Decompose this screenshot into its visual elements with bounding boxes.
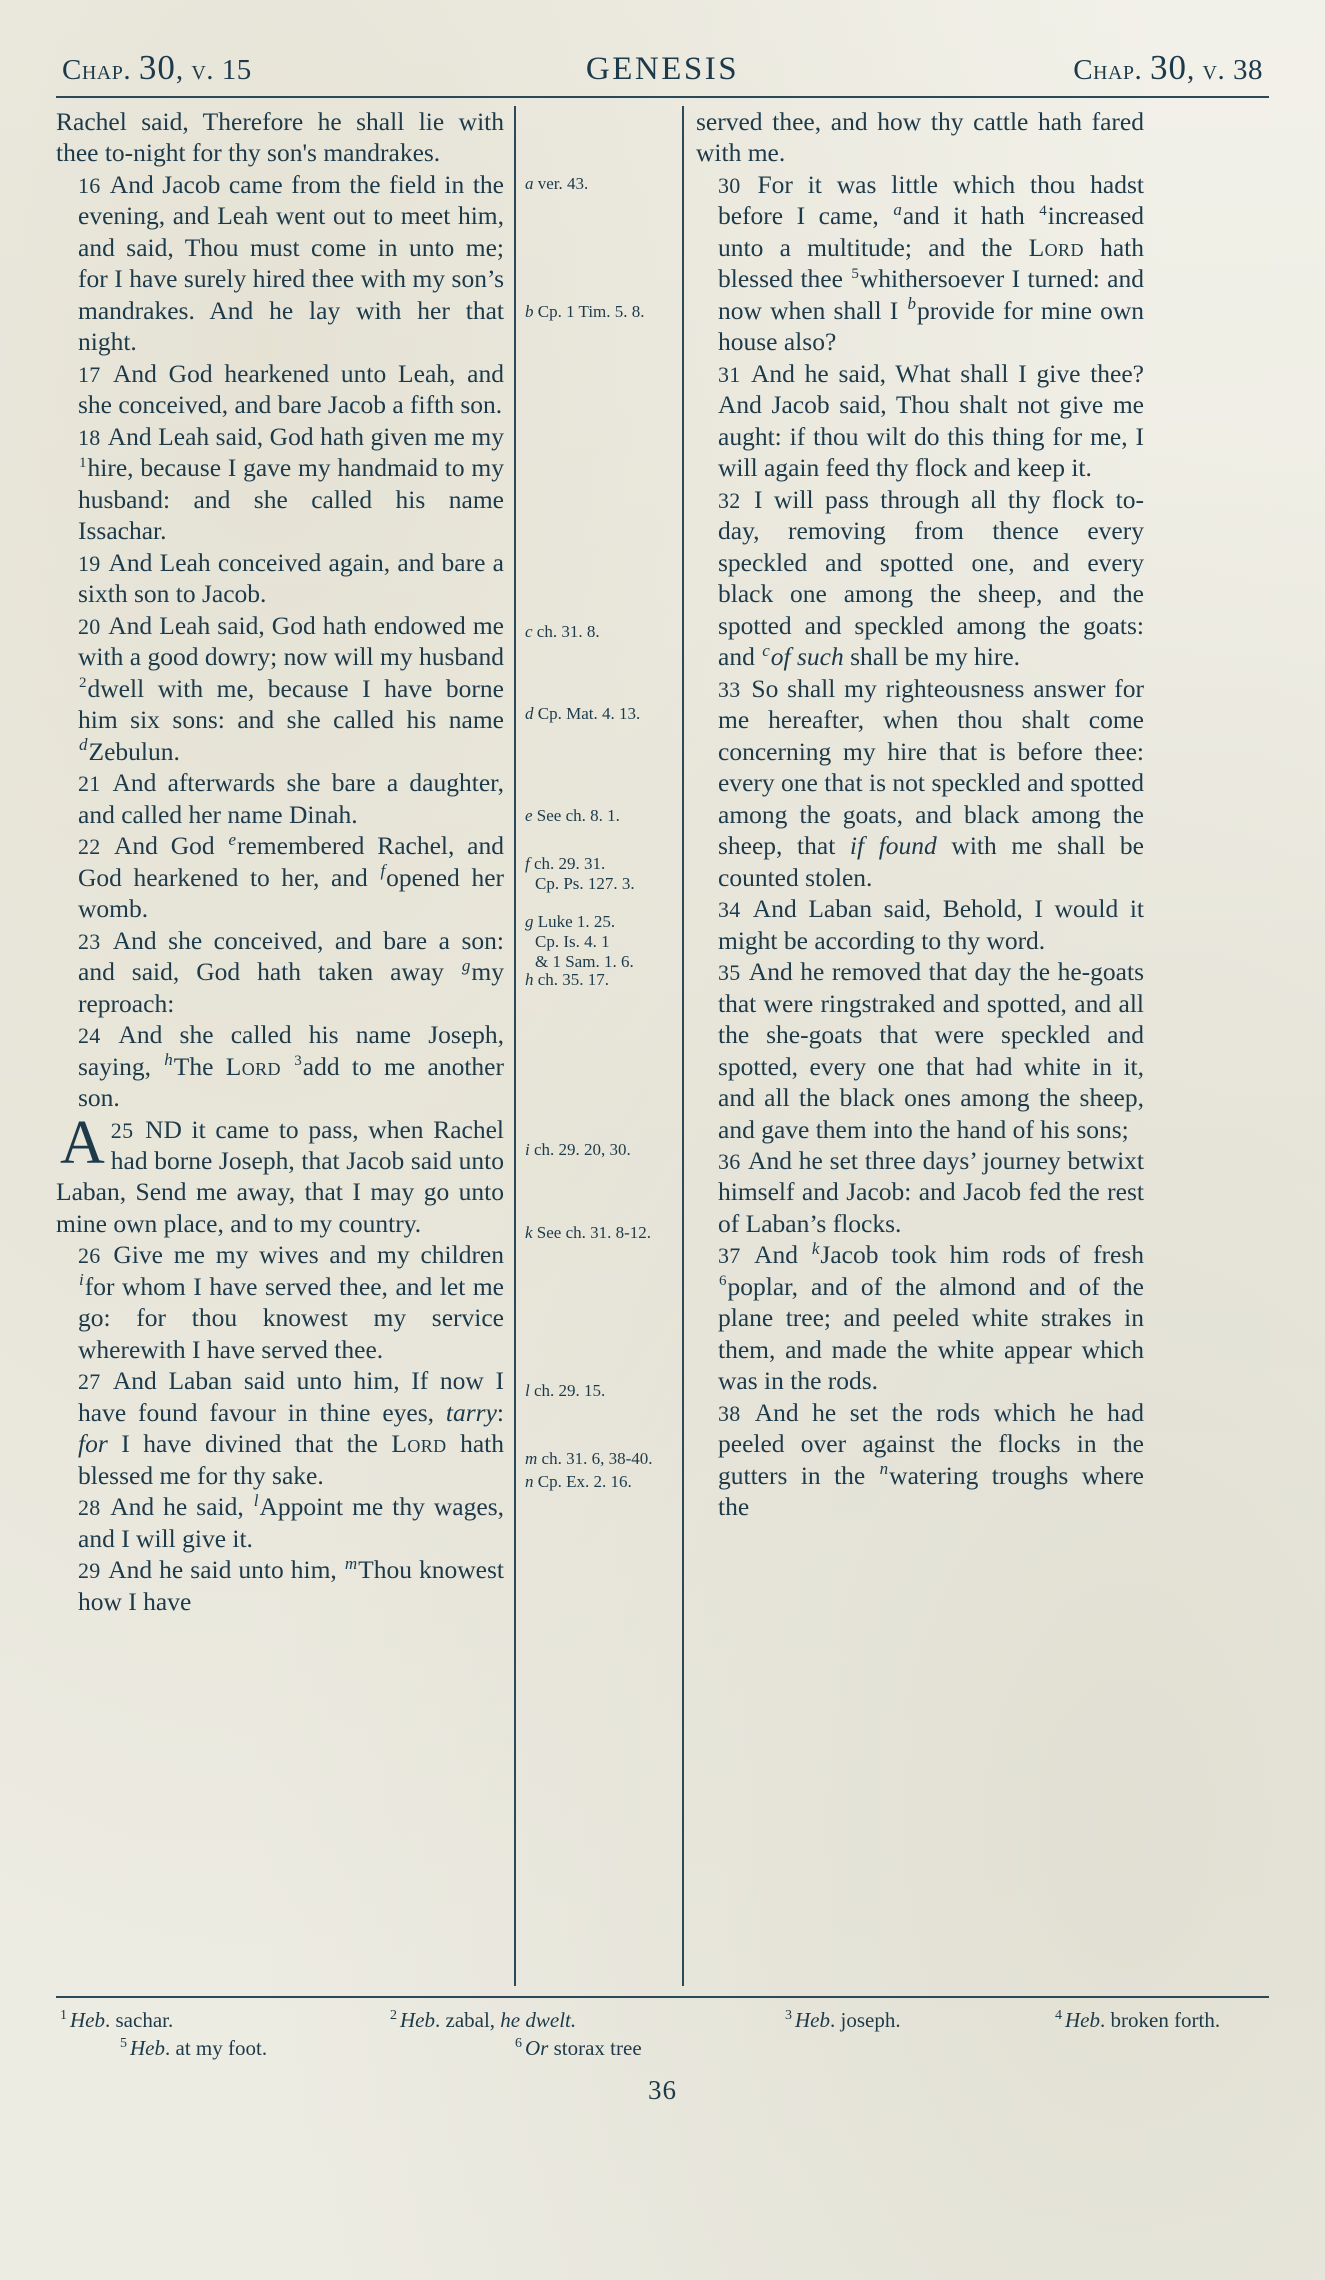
verse-29: 29 And he said unto him, $^m$Thou knowest how I have bbox=[78, 1553, 504, 1616]
book-title: GENESIS bbox=[585, 51, 740, 87]
verse-28: 28 And he said, $^l$Appoint me thy wages, and I will give it. bbox=[78, 1490, 504, 1553]
footnote-row-2 bbox=[60, 2034, 1265, 2062]
center-reference-column bbox=[514, 106, 684, 1986]
cross-reference-k: k See ch. 31. 8-12. bbox=[525, 1223, 652, 1242]
verse-32: 32 I will pass through all thy flock to-day, removing from thence every speckled and spotted one, and every black one among the sheep, and the spotted and speckled among the goats: and $^c$of such shall be my hire. bbox=[718, 484, 1144, 672]
cross-reference-n: n Cp. Ex. 2. 16. bbox=[525, 1472, 632, 1491]
running-head-right-label: Chap. bbox=[1073, 54, 1143, 86]
cross-reference-l: l ch. 29. 15. bbox=[525, 1381, 606, 1400]
footnote-divider bbox=[56, 1996, 1269, 1998]
cross-reference-a: a ver. 43. bbox=[525, 174, 589, 193]
verse-25: 25 A ND it came to pass, when Rachel had borne Joseph, that Jacob said unto Laban, Send me away, that I may go unto mine own place, and to my country. bbox=[56, 1108, 504, 1238]
footnote-3: $^3$ Heb. joseph. bbox=[785, 2008, 901, 2032]
verse-20: 20 And Leah said, God hath endowed me with a good dowry; now will my husband $^2$dwell with me, because I have borne him six sons: and she called his name $^d$Zebulun. bbox=[78, 610, 504, 766]
footnote-5: $^5$ Heb. at my foot. bbox=[120, 2036, 268, 2061]
running-head-left-verse: , v. 15 bbox=[175, 54, 252, 86]
running-head bbox=[56, 48, 1269, 96]
page-number: 36 bbox=[648, 2074, 677, 2105]
text-body bbox=[56, 106, 1269, 1986]
verse-21: 21 And afterwards she bare a daughter, and called her name Dinah. bbox=[78, 768, 504, 829]
verse-17: 17 And God hearkened unto Leah, and she conceived, and bare Jacob a fifth son. bbox=[78, 358, 504, 420]
footnotes bbox=[56, 2004, 1269, 2063]
verse-37: 37 And $^k$Jacob took him rods of fresh $^6$poplar, and of the almond and of the plane tree; and peeled white strakes in them, and made the white appear which was in the rods. bbox=[718, 1238, 1144, 1396]
verse-continued-left: Rachel said, Therefore he shall lie with thee to-night for thy son's mandrakes. bbox=[56, 107, 504, 168]
verse-16: 16 And Jacob came from the field in the evening, and Leah went out to meet him, and said, Thou must come in unto me; for I have surely hired thee with my son’s mandrakes. And he lay with her that night. bbox=[78, 169, 504, 357]
footnote-2: $^2$ Heb. zabal, he dwelt. bbox=[390, 2008, 577, 2032]
verse-38: 38 And he set the rods which he had peeled over against the flocks in the gutters in the $^n$watering troughs where the bbox=[718, 1397, 1144, 1522]
verse-23: 23 And she conceived, and bare a son: and said, God hath taken away $^g$my reproach: bbox=[78, 925, 504, 1018]
verse-26: 26 Give me my wives and my children $^i$for whom I have served thee, and let me go: for thou knowest my service wherewith I have served thee. bbox=[78, 1240, 504, 1364]
cross-reference-h: h ch. 35. 17. bbox=[525, 970, 610, 989]
running-head-right bbox=[1073, 48, 1263, 88]
cross-reference-g: g Luke 1. 25. Cp. Is. 4. 1 & 1 Sam. 1. 6. bbox=[525, 912, 634, 972]
footnote-6: $^6$ Or storax tree bbox=[515, 2036, 642, 2061]
footnote-row-1 bbox=[60, 2006, 1265, 2034]
running-head-right-chapter: 30 bbox=[1150, 48, 1188, 87]
verse-18: 18 And Leah said, God hath given me my $^1$hire, because I gave my handmaid to my husband: and she called his name Issachar. bbox=[78, 421, 504, 546]
right-text-column bbox=[684, 106, 1144, 1986]
verse-31: 31 And he said, What shall I give thee? And Jacob said, Thou shalt not give me aught: if thou wilt do this thing for me, I will again feed thy flock and keep it. bbox=[718, 358, 1144, 483]
running-head-right-verse: , v. 38 bbox=[1187, 54, 1263, 86]
cross-reference-d: d Cp. Mat. 4. 13. bbox=[525, 704, 641, 723]
verse-34: 34 And Laban said, Behold, I would it might be according to thy word. bbox=[718, 894, 1144, 955]
cross-reference-e: e See ch. 8. 1. bbox=[525, 806, 620, 825]
verse-33: 33 So shall my righteousness answer for me hereafter, when thou shalt come concerning my hire that is before thee: every one that is not speckled and spotted among the goats, and black among the sheep, that if found with me shall be counted stolen. bbox=[718, 673, 1144, 892]
verse-36: 36 And he set three days’ journey betwixt himself and Jacob: and Jacob fed the rest of Laban’s flocks. bbox=[718, 1145, 1144, 1238]
footnote-1: $^1$ Heb. sachar. bbox=[60, 2008, 174, 2032]
running-head-left-label: Chap. bbox=[62, 54, 132, 86]
verse-27: 27 And Laban said unto him, If now I have found favour in thine eyes, tarry: for I have divined that the Lord hath blessed me for thy sake. bbox=[78, 1366, 504, 1490]
verse-35: 35 And he removed that day the he-goats that were ringstraked and spotted, and all the she-goats that were speckled and spotted, every one that had white in it, and all the black ones among the sheep, and gave them into the hand of his sons; bbox=[718, 957, 1144, 1144]
cross-reference-b: b Cp. 1 Tim. 5. 8. bbox=[525, 302, 645, 321]
verse-19: 19 And Leah conceived again, and bare a sixth son to Jacob. bbox=[78, 547, 504, 609]
cross-reference-m: m ch. 31. 6, 38-40. bbox=[525, 1449, 653, 1468]
left-text-column bbox=[56, 106, 514, 1986]
header-divider bbox=[56, 96, 1269, 98]
verse-24: 24 And she called his name Joseph, saying, $^h$The Lord $^3$add to me another son. bbox=[78, 1020, 504, 1113]
verse-22: 22 And God $^e$remembered Rachel, and God hearkened to her, and $^f$opened her womb. bbox=[78, 829, 505, 924]
running-head-left bbox=[62, 48, 252, 88]
cross-reference-f: f ch. 29. 31. Cp. Ps. 127. 3. bbox=[525, 854, 635, 894]
verse-continued-right: served thee, and how thy cattle hath fared with me. bbox=[696, 107, 1144, 168]
cross-reference-c: c ch. 31. 8. bbox=[525, 622, 600, 641]
cross-reference-i: i ch. 29. 20, 30. bbox=[525, 1140, 631, 1159]
running-head-left-chapter: 30 bbox=[138, 48, 176, 87]
footnote-4: $^4$ Heb. broken forth. bbox=[1055, 2008, 1221, 2032]
verse-30: 30 For it was little which thou hadst before I came, $^a$and it hath $^4$increased unto a multitude; and the Lord hath blessed thee $^5$whithersoever I turned: and now when shall I $^b$provide for mine own house also? bbox=[718, 169, 1145, 357]
